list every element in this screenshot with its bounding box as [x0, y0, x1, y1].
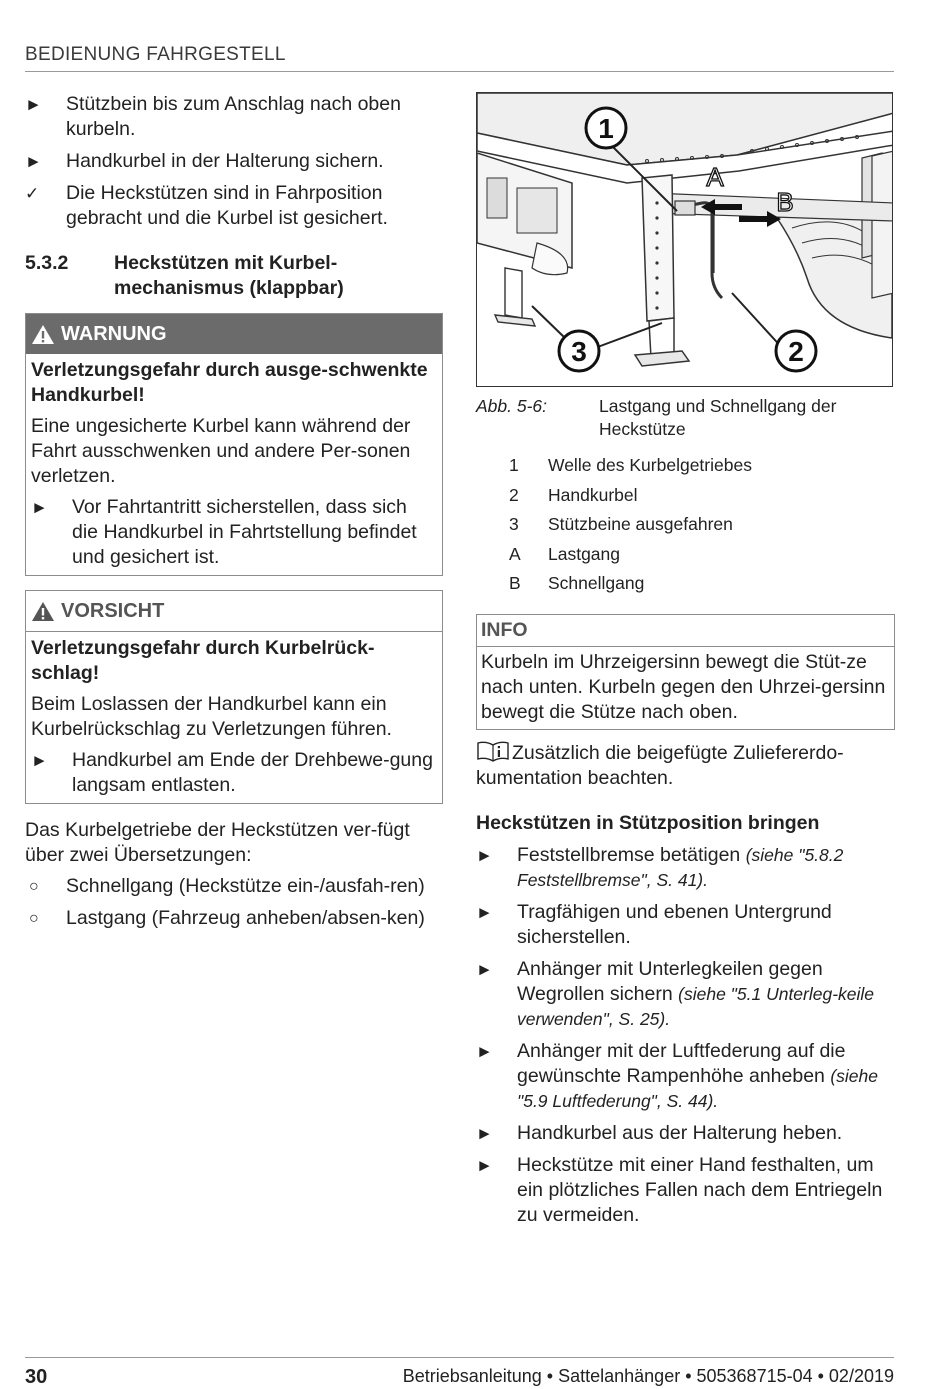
procedure-step-text: Anhänger mit der Luftfederung auf die gewünschte Rampenhöhe anheben	[517, 1040, 846, 1087]
cross-reference: (siehe "5.1 Unterleg-keile verwenden", S. 25).	[517, 984, 875, 1029]
arrow-bullet-icon: ►	[476, 1124, 493, 1143]
body-paragraph: Das Kurbelgetriebe der Heckstützen ver-fügt über zwei Übersetzungen:	[25, 819, 410, 866]
caution-header	[26, 591, 442, 632]
list-item	[25, 874, 443, 899]
procedure-step-text: Anhänger mit Unterlegkeilen gegen Wegrollen sichern	[517, 958, 823, 1005]
procedure-step	[476, 1153, 895, 1228]
arrow-bullet-icon: ►	[25, 95, 42, 114]
procedure-step-text: Feststellbremse betätigen	[517, 844, 746, 866]
caption-text: Lastgang und Schnellgang der Heckstütze	[599, 396, 837, 439]
caution-step	[31, 748, 437, 798]
result-item	[25, 181, 443, 231]
warning-label: WARNUNG	[61, 322, 167, 345]
warning-box	[25, 313, 443, 576]
book-info-icon	[476, 740, 510, 762]
warning-text: Eine ungesicherte Kurbel kann während der Fahrt ausschwenken und andere Per-sonen verletzen.	[31, 415, 411, 487]
warning-header	[26, 314, 442, 354]
arrow-bullet-icon: ►	[476, 960, 493, 979]
procedure-heading: Heckstützen in Stützposition bringen	[476, 812, 820, 834]
result-text: Die Heckstützen sind in Fahrposition gebracht und die Kurbel ist gesichert.	[66, 182, 388, 229]
left-column	[25, 92, 443, 938]
section-heading	[25, 251, 443, 301]
step-item	[25, 92, 443, 142]
right-column	[476, 92, 895, 1235]
circle-bullet-icon: ○	[29, 878, 39, 895]
legend-item	[509, 572, 895, 594]
callout-1-label: 1	[598, 113, 614, 144]
legend-key: 2	[509, 484, 519, 505]
step-text: Handkurbel in der Halterung sichern.	[66, 150, 384, 172]
figure-illustration	[476, 92, 893, 387]
check-icon: ✓	[25, 184, 40, 203]
procedure-step	[476, 900, 895, 950]
footer-divider	[25, 1357, 894, 1358]
list-item-text: Schnellgang (Heckstütze ein-/ausfah-ren)	[66, 875, 425, 897]
legend-key: 3	[509, 514, 519, 534]
callout-a-label: A	[706, 162, 724, 192]
caution-box	[25, 590, 443, 804]
arrow-bullet-icon: ►	[476, 1042, 493, 1061]
list-item-text: Lastgang (Fahrzeug anheben/absen-ken)	[66, 907, 425, 929]
procedure-step-text: Tragfähigen und ebenen Untergrund sicherstellen.	[517, 901, 832, 948]
legend-key: 1	[509, 455, 519, 475]
arrow-bullet-icon: ►	[31, 498, 48, 517]
caution-text: Beim Loslassen der Handkurbel kann ein Kurbelrückschlag zu Verletzungen führen.	[31, 693, 392, 740]
warning-step	[31, 495, 437, 570]
caution-label: VORSICHT	[61, 599, 165, 622]
procedure-step-text: Heckstütze mit einer Hand festhalten, um ein plötzliches Fallen nach dem Entriegeln zu vermeiden.	[517, 1154, 883, 1226]
footer-text: Betriebsanleitung • Sattelanhänger • 505368715-04 • 02/2019	[402, 1366, 894, 1386]
legend-text: Handkurbel	[548, 484, 638, 505]
warning-triangle-icon	[31, 324, 55, 345]
cross-reference: (siehe "5.8.2 Feststellbremse", S. 41).	[517, 845, 844, 890]
procedure-step	[476, 1039, 895, 1114]
warning-step-text: Vor Fahrtantritt sicherstellen, dass sich die Handkurbel in Fahrtstellung befindet und gesichert ist.	[72, 496, 417, 568]
running-header: BEDIENUNG FAHRGESTELL	[25, 44, 286, 65]
cross-reference: (siehe "5.9 Luftfederung", S. 44).	[517, 1066, 878, 1111]
list-item	[25, 906, 443, 931]
info-box	[476, 614, 895, 730]
procedure-step	[476, 957, 895, 1032]
legend-item	[509, 513, 895, 535]
caution-title: Verletzungsgefahr durch Kurbelrück-schlag!	[31, 637, 375, 684]
circle-bullet-icon: ○	[29, 910, 39, 927]
arrow-bullet-icon: ►	[476, 1156, 493, 1175]
legend-item	[509, 484, 895, 506]
header-divider	[25, 71, 894, 72]
figure-caption	[476, 395, 895, 441]
procedure-step-text: Handkurbel aus der Halterung heben.	[517, 1122, 843, 1144]
legend-key: B	[509, 573, 521, 593]
legend-text: Stützbeine ausgefahren	[548, 514, 733, 534]
section-title: Heckstützen mit Kurbel-mechanismus (klappbar)	[114, 252, 344, 299]
warning-title: Verletzungsgefahr durch ausge-schwenkte Handkurbel!	[31, 359, 428, 406]
caption-label: Abb. 5-6:	[476, 396, 548, 416]
callout-2-label: 2	[788, 336, 804, 367]
callout-3-label: 3	[571, 336, 587, 367]
section-number: 5.3.2	[25, 252, 69, 274]
legend-key: A	[509, 543, 521, 564]
legend-text: Schnellgang	[548, 573, 645, 593]
procedure-step	[476, 843, 895, 893]
legend-text: Welle des Kurbelgetriebes	[548, 455, 752, 475]
legend-text: Lastgang	[548, 543, 621, 564]
info-label: INFO	[477, 615, 894, 647]
page-number: 30	[25, 1366, 48, 1388]
procedure-step	[476, 1121, 895, 1146]
trailer-support-drawing	[477, 93, 893, 387]
arrow-bullet-icon: ►	[31, 751, 48, 770]
figure-legend	[509, 454, 895, 594]
arrow-bullet-icon: ►	[25, 152, 42, 171]
legend-item	[509, 454, 895, 476]
caution-triangle-icon	[31, 601, 55, 622]
caution-step-text: Handkurbel am Ende der Drehbewe-gung langsam entlasten.	[72, 749, 433, 796]
step-item	[25, 149, 443, 174]
arrow-bullet-icon: ►	[476, 903, 493, 922]
legend-item	[509, 543, 895, 565]
info-text: Kurbeln im Uhrzeigersinn bewegt die Stüt-ze nach unten. Kurbeln gegen den Uhrzei-gersinn bewegt die Stütze nach oben.	[481, 651, 886, 723]
reference-note	[476, 740, 895, 791]
step-text: Stützbein bis zum Anschlag nach oben kurbeln.	[66, 93, 401, 140]
callout-b-label: B	[776, 187, 794, 217]
reference-note-text: Zusätzlich die beigefügte Zuliefererdo-kumentation beachten.	[476, 742, 844, 789]
arrow-bullet-icon: ►	[476, 846, 493, 865]
